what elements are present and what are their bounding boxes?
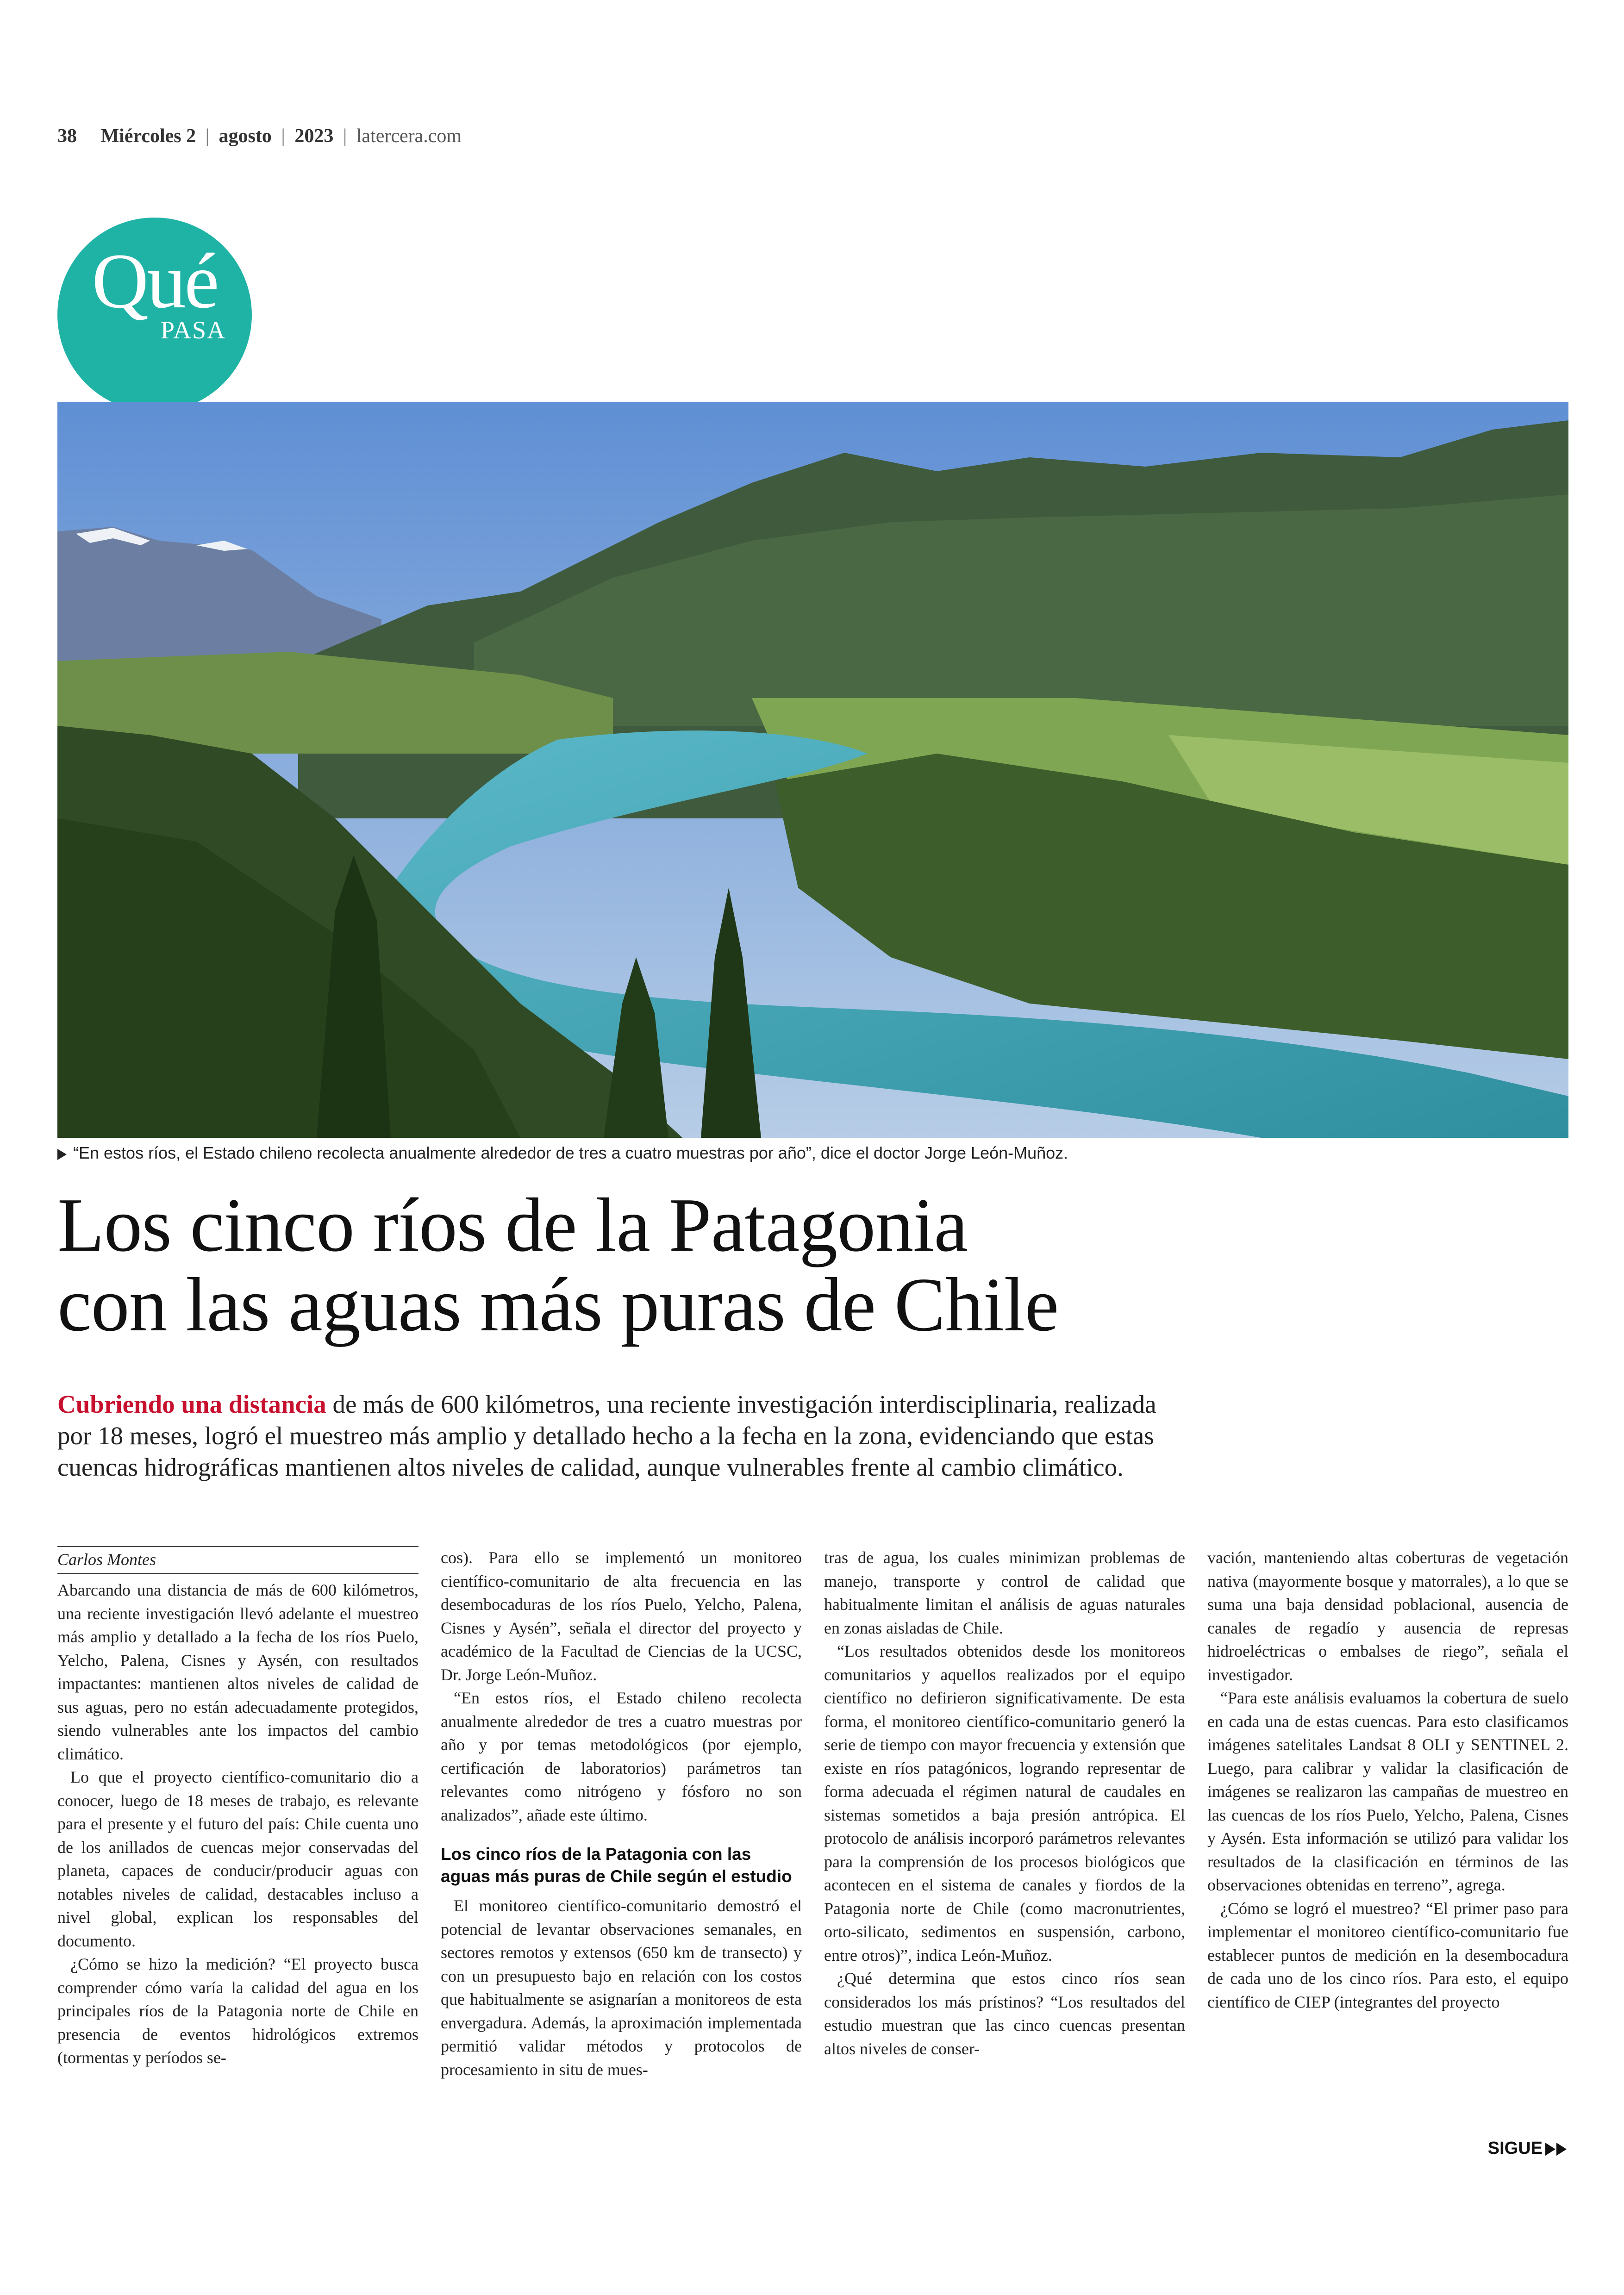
headline-line: con las aguas más puras de Chile [57,1262,1059,1347]
article-column-4 [1207,1546,1568,2014]
body-paragraph: “En estos ríos, el Estado chileno recolecta anualmente alrededor de tres a cuatro muestras por año y por temas metodológicos (por ejemplo, certificación de laboratorios) parámetros tan relevantes como nitrógeno y fósforo no son analizados”, añade este último. [441,1689,802,1824]
deck-line [57,1389,1344,1420]
headline-line: Los cinco ríos de la Patagonia [57,1182,968,1267]
publication-month: agosto [219,125,272,147]
photo-caption [57,1143,1568,1163]
article-headline [57,1182,1568,1347]
article-column-1 [57,1546,418,2070]
body-paragraph: Abarcando una distancia de más de 600 kilómetros, una reciente investigación llevó adelante el muestreo más amplio y detallado a la fecha de los ríos Puelo, Yelcho, Palena, Cisnes y Aysén, con resultados impactantes: mantienen altos niveles de calidad de sus aguas, pero no están adecuadamente protegidos, siendo vulnerables ante los impactos del cambio climático. [57,1581,418,1763]
body-paragraph: Lo que el proyecto científico-comunitario dio a conocer, luego de 18 meses de trabajo, es relevante para el presente y el futuro del país: Chile cuenta uno de los anillados de cuencas mejor conservadas del planeta, capaces de conducir/producir aguas con notables niveles de calidad, destacables incluso a nivel global, explican los responsables del documento. [57,1768,418,1950]
article-subhead: Los cinco ríos de la Patagonia con las aguas más puras de Chile según el estudio [441,1845,792,1886]
article-deck [57,1389,1344,1483]
continues-label: SIGUE [1487,2139,1543,2158]
deck-lead: Cubriendo una distancia [57,1390,326,1418]
deck-line: cuencas hidrográficas mantienen altos niveles de calidad, aunque vulnerables frente al cambio climático. [57,1453,1124,1481]
body-paragraph: cos). Para ello se implementó un monitoreo científico-comunitario de alta frecuencia en las desembocaduras de los ríos Puelo, Yelcho, Palena, Cisnes y Aysén”, señala el director del proyecto y académico de la Facultad de Ciencias de la UCSC, Dr. Jorge León-Muñoz. [441,1548,802,1684]
page-number: 38 [57,125,77,147]
folio-separator: | [343,125,347,147]
river-landscape-image [57,402,1568,1138]
folio-separator: | [205,125,210,147]
body-paragraph: El monitoreo científico-comunitario demostró el potencial de levantar observaciones semanales, en sectores remotos y extensos (650 km de transecto) y con un presupuesto bajo en relación con los costos que habitualmente se asignarían a monitoreos de esta envergadura. Además, la aproximación implementada permitió validar métodos y protocolos de procesamiento in situ de mues- [441,1896,802,2079]
lead-photo [57,402,1568,1138]
deck-line: por 18 meses, logró el muestreo más amplio y detallado hecho a la fecha en la zona, evidenciando que estas [57,1422,1154,1450]
body-paragraph: vación, manteniendo altas coberturas de vegetación nativa (mayormente bosque y matorrales), a lo que se suma una baja densidad poblacional, ausencia de canales de regadío y ausencia de represas hidroeléctricas o embalses de riego”, señala el investigador. [1207,1548,1568,1684]
body-paragraph: “Para este análisis evaluamos la cobertura de suelo en cada una de estas cuencas. Para esto clasificamos imágenes satelitales Landsat 8 OLI y SENTINEL 2. Luego, para calibrar y validar la clasificación de imágenes se realizaron las campañas de muestreo en las cuencas de los ríos Puelo, Yelcho, Palena, Cisnes y Aysén. Esta información se utilizó para validar los resultados de la clasificación en términos de las observaciones obtenidas en terreno”, agrega. [1207,1689,1568,1894]
body-paragraph: ¿Qué determina que estos cinco ríos sean considerados los más prístinos? “Los resultados del estudio muestran que las cinco cuencas presentan altos niveles de conser- [824,1969,1185,2058]
body-paragraph: ¿Cómo se logró el muestreo? “El primer paso para implementar el monitoreo científico-comunitario fue establecer puntos de medición en la desembocadura de cada uno de los cinco ríos. Para esto, el equipo científico de CIEP (integrantes del proyecto [1207,1899,1568,2011]
arrow-right-icon [1556,2143,1567,2156]
body-paragraph: tras de agua, los cuales minimizan problemas de manejo, transporte y control de calidad que habitualmente limitan el análisis de aguas naturales en zonas aisladas de Chile. [824,1548,1185,1637]
folio-separator [82,125,96,147]
folio-separator: | [281,125,285,147]
byline: Carlos Montes [57,1546,418,1574]
deck-text: de más de 600 kilómetros, una reciente investigación interdisciplinaria, realizada [326,1390,1156,1418]
arrow-right-icon [1545,2143,1555,2156]
section-badge-subtitle: PASA [160,316,226,344]
photo-caption-text: “En estos ríos, el Estado chileno recolecta anualmente alrededor de tres a cuatro muestras por año”, dice el doctor Jorge León-Muñoz. [73,1143,1068,1162]
publication-year: 2023 [294,125,334,147]
publication-date: Miércoles 2 [100,125,196,147]
caption-arrow-icon [57,1149,67,1160]
body-paragraph: “Los resultados obtenidos desde los monitoreos comunitarios y aquellos realizados por el equipo científico no defirieron significativamente. De esta forma, el monitoreo científico-comunitario generó la serie de tiempo con mayor frecuencia y extensión que existe en ríos patagónicos, logrando representar de forma adecuada el régimen natural de caudales en sistemas sometidos a baja presión antrópica. El protocolo de análisis incorporó parámetros relevantes para la comprensión de los procesos biológicos que acontecen en el sistema de canales y fiordos de la Patagonia norte de Chile (como macronutrientes, orto-silicato, sedimentos en suspensión, carbono, entre otros)”, indica León-Muñoz. [824,1642,1185,1964]
page-folio [57,125,462,147]
article-column-3 [824,1546,1185,2060]
continues-marker[interactable] [1488,2139,1567,2158]
site-link[interactable]: latercera.com [356,125,462,147]
article-column-2 [441,1546,802,2081]
section-badge-title: Qué [92,237,218,324]
body-paragraph: ¿Cómo se hizo la medición? “El proyecto busca comprender cómo varía la calidad del agua en los principales ríos de la Patagonia norte de Chile en presencia de eventos hidrológicos extremos (tormentas y períodos se- [57,1955,418,2067]
section-badge [57,218,252,412]
